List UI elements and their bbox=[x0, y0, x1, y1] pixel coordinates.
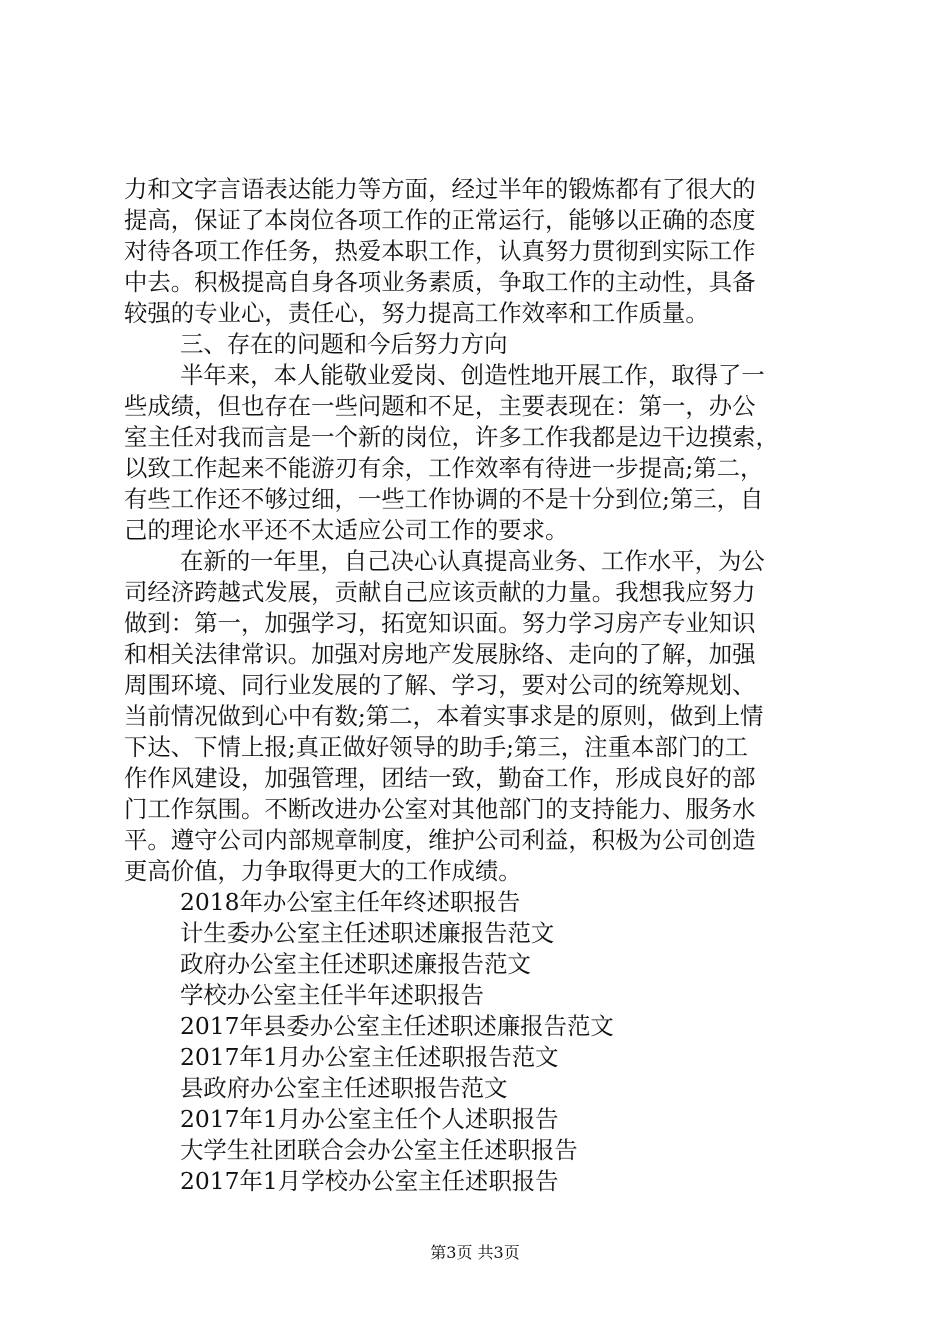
text-line: 在新的一年里，自己决心认真提高业务、工作水平，为公 bbox=[180, 547, 765, 575]
text-line: 做到：第一，加强学习，拓宽知识面。努力学习房产专业知识 bbox=[124, 609, 756, 637]
text-line: 当前情况做到心中有数;第二，本着实事求是的原则，做到上情 bbox=[124, 702, 764, 730]
text-line: 室主任对我而言是一个新的岗位，许多工作我都是边干边摸索， bbox=[124, 423, 779, 451]
text-line: 以致工作起来不能游刃有余，工作效率有待进一步提高;第二， bbox=[124, 454, 764, 482]
text-line: 县政府办公室主任述职报告范文 bbox=[180, 1074, 508, 1102]
text-line: 较强的专业心，责任心，努力提高工作效率和工作质量。 bbox=[124, 299, 709, 327]
text-line: 半年来，本人能敬业爱岗、创造性地开展工作，取得了一 bbox=[180, 361, 765, 389]
text-line: 些成绩，但也存在一些问题和不足，主要表现在：第一，办公 bbox=[124, 392, 756, 420]
text-line: 己的理论水平还不太适应公司工作的要求。 bbox=[124, 516, 569, 544]
text-line: 门工作氛围。不断改进办公室对其他部门的支持能力、服务水 bbox=[124, 795, 756, 823]
text-line: 有些工作还不够过细，一些工作协调的不是十分到位;第三，自 bbox=[124, 485, 764, 513]
text-line: 作作风建设，加强管理，团结一致，勤奋工作，形成良好的部 bbox=[124, 764, 756, 792]
text-line: 计生委办公室主任述职述廉报告范文 bbox=[180, 919, 555, 947]
page-footer: 第3页 共3页 bbox=[430, 1243, 520, 1262]
text-line: 2017年1月办公室主任述职报告范文 bbox=[180, 1043, 559, 1071]
text-line: 政府办公室主任述职述廉报告范文 bbox=[180, 950, 531, 978]
text-line: 下达、下情上报;真正做好领导的助手;第三，注重本部门的工 bbox=[124, 733, 748, 761]
document-body bbox=[124, 174, 836, 1197]
text-line: 2018年办公室主任年终述职报告 bbox=[180, 888, 521, 916]
text-line: 2017年1月办公室主任个人述职报告 bbox=[180, 1105, 559, 1133]
text-line: 和相关法律常识。加强对房地产发展脉络、走向的了解，加强 bbox=[124, 640, 756, 668]
text-line: 司经济跨越式发展，贡献自己应该贡献的力量。我想我应努力 bbox=[124, 578, 756, 606]
text-line: 提高，保证了本岗位各项工作的正常运行，能够以正确的态度 bbox=[124, 206, 756, 234]
text-line: 2017年县委办公室主任述职述廉报告范文 bbox=[180, 1012, 614, 1040]
text-line: 2017年1月学校办公室主任述职报告 bbox=[180, 1167, 559, 1195]
text-line: 三、存在的问题和今后努力方向 bbox=[180, 330, 508, 358]
text-line: 对待各项工作任务，热爱本职工作，认真努力贯彻到实际工作 bbox=[124, 237, 756, 265]
text-line: 大学生社团联合会办公室主任述职报告 bbox=[180, 1136, 578, 1164]
text-line: 平。遵守公司内部规章制度，维护公司利益，积极为公司创造 bbox=[124, 826, 756, 854]
text-line: 周围环境、同行业发展的了解、学习，要对公司的统筹规划、 bbox=[124, 671, 756, 699]
text-line: 中去。积极提高自身各项业务素质，争取工作的主动性，具备 bbox=[124, 268, 756, 296]
text-line: 学校办公室主任半年述职报告 bbox=[180, 981, 485, 1009]
text-line: 更高价值，力争取得更大的工作成绩。 bbox=[124, 857, 522, 885]
text-line: 力和文字言语表达能力等方面，经过半年的锻炼都有了很大的 bbox=[124, 175, 756, 203]
